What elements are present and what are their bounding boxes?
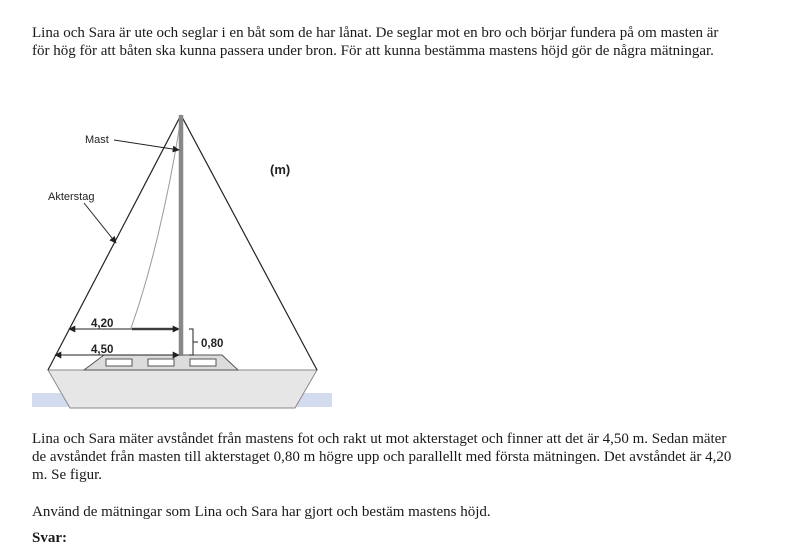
backstay-pointer <box>84 203 116 243</box>
hull <box>48 370 317 408</box>
porthole-3 <box>190 359 216 366</box>
intro-text: Lina och Sara är ute och seglar i en båt som de har lånat. De seglar mot en bro och börjar fundera på om masten är för hög för att båten ska kunna passera under bron. För att kunna bestämma mastens höjd gör de några mätningar. <box>32 25 719 59</box>
unit-label: (m) <box>270 162 291 177</box>
backstay-label: Akterstag <box>48 191 95 203</box>
measurement-text: Lina och Sara mäter avståndet från mastens fot och rakt ut mot akterstaget och finner att det är 4,50 m. Sedan mäter de avståndet från masten till akterstaget 0,80 m högre upp och parallellt med första mätningen. Det avståndet är 4,20 m. Se figur. <box>32 431 732 483</box>
sailboat-figure <box>0 100 360 415</box>
mast-pointer <box>114 140 179 150</box>
answer-label: Svar: <box>32 530 67 546</box>
mast-label: Mast <box>85 134 109 146</box>
height-offset-label: 0,80 <box>201 338 224 350</box>
lower-distance-label: 4,50 <box>91 344 114 356</box>
upper-distance-label: 4,20 <box>91 318 114 330</box>
forestay-line <box>181 115 317 370</box>
backstay-line <box>48 115 181 370</box>
task-text: Använd de mätningar som Lina och Sara har gjort och bestäm mastens höjd. <box>32 504 491 520</box>
porthole-2 <box>148 359 174 366</box>
height-bracket <box>189 329 198 355</box>
porthole-1 <box>106 359 132 366</box>
